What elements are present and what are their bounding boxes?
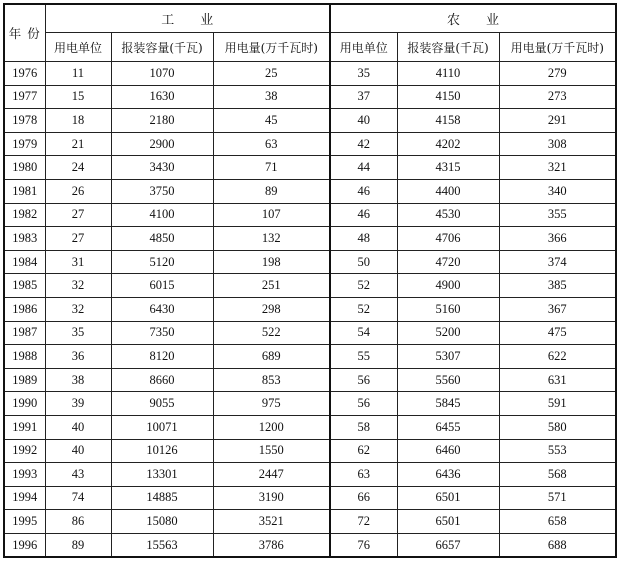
agriculture-units-cell: 76 <box>330 533 397 557</box>
table-row <box>4 132 616 156</box>
industry-capacity-cell: 5120 <box>111 250 213 274</box>
table-row <box>4 368 616 392</box>
year-cell: 1984 <box>4 250 45 274</box>
agriculture-capacity-cell: 5307 <box>397 345 499 369</box>
table-row <box>4 250 616 274</box>
industry-capacity-cell: 3430 <box>111 156 213 180</box>
agriculture-consumption-cell: 374 <box>499 250 616 274</box>
year-cell: 1991 <box>4 415 45 439</box>
industry-units-cell: 39 <box>45 392 111 416</box>
agriculture-units-header: 用电单位 <box>330 33 397 62</box>
agriculture-consumption-cell: 291 <box>499 109 616 133</box>
agriculture-units-cell: 40 <box>330 109 397 133</box>
industry-consumption-cell: 107 <box>213 203 330 227</box>
year-cell: 1977 <box>4 85 45 109</box>
industry-group-header: 工 业 <box>45 4 330 33</box>
industry-consumption-cell: 2447 <box>213 463 330 487</box>
industry-consumption-cell: 3190 <box>213 486 330 510</box>
agriculture-capacity-cell: 6436 <box>397 463 499 487</box>
year-cell: 1983 <box>4 227 45 251</box>
agriculture-units-cell: 48 <box>330 227 397 251</box>
industry-capacity-cell: 1070 <box>111 62 213 86</box>
agriculture-consumption-cell: 340 <box>499 179 616 203</box>
industry-consumption-cell: 132 <box>213 227 330 251</box>
agriculture-capacity-cell: 4706 <box>397 227 499 251</box>
agriculture-units-cell: 35 <box>330 62 397 86</box>
industry-consumption-cell: 522 <box>213 321 330 345</box>
agriculture-capacity-cell: 5160 <box>397 297 499 321</box>
table-container <box>3 3 617 558</box>
table-row <box>4 156 616 180</box>
year-cell: 1995 <box>4 510 45 534</box>
industry-units-cell: 15 <box>45 85 111 109</box>
year-cell: 1986 <box>4 297 45 321</box>
agriculture-capacity-cell: 4158 <box>397 109 499 133</box>
industry-capacity-cell: 6430 <box>111 297 213 321</box>
agriculture-units-cell: 52 <box>330 274 397 298</box>
industry-consumption-cell: 198 <box>213 250 330 274</box>
industry-consumption-cell: 3521 <box>213 510 330 534</box>
agriculture-units-cell: 46 <box>330 203 397 227</box>
industry-capacity-cell: 13301 <box>111 463 213 487</box>
agriculture-consumption-cell: 568 <box>499 463 616 487</box>
industry-units-cell: 26 <box>45 179 111 203</box>
year-cell: 1982 <box>4 203 45 227</box>
agriculture-capacity-cell: 5845 <box>397 392 499 416</box>
table-row <box>4 227 616 251</box>
agriculture-capacity-cell: 5200 <box>397 321 499 345</box>
table-row <box>4 109 616 133</box>
industry-units-cell: 32 <box>45 274 111 298</box>
industry-consumption-header: 用电量(万千瓦时) <box>213 33 330 62</box>
industry-consumption-cell: 689 <box>213 345 330 369</box>
agriculture-consumption-cell: 366 <box>499 227 616 251</box>
agriculture-capacity-cell: 4202 <box>397 132 499 156</box>
agriculture-consumption-cell: 279 <box>499 62 616 86</box>
industry-capacity-cell: 15080 <box>111 510 213 534</box>
agriculture-capacity-cell: 4150 <box>397 85 499 109</box>
industry-units-cell: 40 <box>45 439 111 463</box>
year-column-header: 年 份 <box>4 4 45 62</box>
industry-capacity-header: 报装容量(千瓦) <box>111 33 213 62</box>
industry-consumption-cell: 1200 <box>213 415 330 439</box>
industry-units-cell: 21 <box>45 132 111 156</box>
year-cell: 1989 <box>4 368 45 392</box>
industry-units-cell: 31 <box>45 250 111 274</box>
year-cell: 1994 <box>4 486 45 510</box>
agriculture-consumption-cell: 688 <box>499 533 616 557</box>
industry-units-cell: 38 <box>45 368 111 392</box>
year-cell: 1979 <box>4 132 45 156</box>
year-cell: 1980 <box>4 156 45 180</box>
agriculture-capacity-cell: 6455 <box>397 415 499 439</box>
agriculture-units-cell: 55 <box>330 345 397 369</box>
agriculture-units-cell: 37 <box>330 85 397 109</box>
agriculture-consumption-cell: 658 <box>499 510 616 534</box>
year-cell: 1990 <box>4 392 45 416</box>
table-row <box>4 415 616 439</box>
industry-units-cell: 36 <box>45 345 111 369</box>
agriculture-units-cell: 58 <box>330 415 397 439</box>
industry-units-cell: 86 <box>45 510 111 534</box>
industry-consumption-cell: 1550 <box>213 439 330 463</box>
year-cell: 1987 <box>4 321 45 345</box>
agriculture-units-cell: 56 <box>330 368 397 392</box>
agriculture-units-cell: 54 <box>330 321 397 345</box>
industry-capacity-cell: 8120 <box>111 345 213 369</box>
agriculture-consumption-cell: 355 <box>499 203 616 227</box>
agriculture-consumption-cell: 475 <box>499 321 616 345</box>
industry-capacity-cell: 10126 <box>111 439 213 463</box>
agriculture-capacity-cell: 6460 <box>397 439 499 463</box>
industry-consumption-cell: 853 <box>213 368 330 392</box>
agriculture-units-cell: 52 <box>330 297 397 321</box>
agriculture-consumption-cell: 622 <box>499 345 616 369</box>
agriculture-consumption-cell: 580 <box>499 415 616 439</box>
table-row <box>4 463 616 487</box>
table-row <box>4 203 616 227</box>
industry-capacity-cell: 14885 <box>111 486 213 510</box>
agriculture-capacity-cell: 6501 <box>397 486 499 510</box>
industry-consumption-cell: 25 <box>213 62 330 86</box>
industry-consumption-cell: 975 <box>213 392 330 416</box>
industry-capacity-cell: 4850 <box>111 227 213 251</box>
agriculture-consumption-cell: 308 <box>499 132 616 156</box>
industry-units-cell: 74 <box>45 486 111 510</box>
agriculture-consumption-cell: 591 <box>499 392 616 416</box>
agriculture-capacity-cell: 4400 <box>397 179 499 203</box>
year-cell: 1981 <box>4 179 45 203</box>
industry-capacity-cell: 4100 <box>111 203 213 227</box>
year-cell: 1992 <box>4 439 45 463</box>
year-cell: 1978 <box>4 109 45 133</box>
table-body <box>4 62 616 558</box>
industry-units-cell: 89 <box>45 533 111 557</box>
industry-units-cell: 24 <box>45 156 111 180</box>
industry-consumption-cell: 71 <box>213 156 330 180</box>
agriculture-consumption-cell: 367 <box>499 297 616 321</box>
industry-consumption-cell: 63 <box>213 132 330 156</box>
industry-units-header: 用电单位 <box>45 33 111 62</box>
table-row <box>4 510 616 534</box>
industry-capacity-cell: 9055 <box>111 392 213 416</box>
industry-capacity-cell: 15563 <box>111 533 213 557</box>
agriculture-capacity-cell: 6657 <box>397 533 499 557</box>
agriculture-capacity-cell: 4900 <box>397 274 499 298</box>
industry-consumption-cell: 45 <box>213 109 330 133</box>
agriculture-units-cell: 50 <box>330 250 397 274</box>
industry-units-cell: 27 <box>45 227 111 251</box>
year-cell: 1976 <box>4 62 45 86</box>
industry-units-cell: 43 <box>45 463 111 487</box>
industry-units-cell: 32 <box>45 297 111 321</box>
industry-capacity-cell: 7350 <box>111 321 213 345</box>
agriculture-units-cell: 44 <box>330 156 397 180</box>
industry-units-cell: 11 <box>45 62 111 86</box>
year-cell: 1985 <box>4 274 45 298</box>
table-row <box>4 179 616 203</box>
table-row <box>4 486 616 510</box>
sub-header-row <box>4 33 616 62</box>
agriculture-consumption-cell: 553 <box>499 439 616 463</box>
industry-consumption-cell: 251 <box>213 274 330 298</box>
agriculture-consumption-header: 用电量(万千瓦时) <box>499 33 616 62</box>
agriculture-consumption-cell: 631 <box>499 368 616 392</box>
industry-capacity-cell: 10071 <box>111 415 213 439</box>
table-row <box>4 297 616 321</box>
industry-capacity-cell: 6015 <box>111 274 213 298</box>
agriculture-consumption-cell: 571 <box>499 486 616 510</box>
agriculture-units-cell: 66 <box>330 486 397 510</box>
table-row <box>4 392 616 416</box>
year-cell: 1988 <box>4 345 45 369</box>
agriculture-capacity-cell: 4720 <box>397 250 499 274</box>
agriculture-capacity-cell: 6501 <box>397 510 499 534</box>
table-row <box>4 439 616 463</box>
year-cell: 1993 <box>4 463 45 487</box>
agriculture-capacity-header: 报装容量(千瓦) <box>397 33 499 62</box>
agriculture-consumption-cell: 273 <box>499 85 616 109</box>
agriculture-capacity-cell: 5560 <box>397 368 499 392</box>
industry-consumption-cell: 298 <box>213 297 330 321</box>
table-row <box>4 321 616 345</box>
agriculture-capacity-cell: 4315 <box>397 156 499 180</box>
agriculture-consumption-cell: 385 <box>499 274 616 298</box>
industry-capacity-cell: 1630 <box>111 85 213 109</box>
agriculture-group-header: 农 业 <box>330 4 616 33</box>
table-row <box>4 345 616 369</box>
agriculture-units-cell: 72 <box>330 510 397 534</box>
industry-units-cell: 35 <box>45 321 111 345</box>
group-header-row <box>4 4 616 33</box>
industry-units-cell: 18 <box>45 109 111 133</box>
industry-consumption-cell: 38 <box>213 85 330 109</box>
industry-consumption-cell: 3786 <box>213 533 330 557</box>
agriculture-units-cell: 63 <box>330 463 397 487</box>
table-row <box>4 533 616 557</box>
agriculture-units-cell: 42 <box>330 132 397 156</box>
industry-units-cell: 40 <box>45 415 111 439</box>
industry-capacity-cell: 2900 <box>111 132 213 156</box>
table-row <box>4 85 616 109</box>
year-cell: 1996 <box>4 533 45 557</box>
industry-capacity-cell: 2180 <box>111 109 213 133</box>
agriculture-units-cell: 62 <box>330 439 397 463</box>
electricity-usage-table <box>3 3 617 558</box>
industry-capacity-cell: 8660 <box>111 368 213 392</box>
agriculture-capacity-cell: 4110 <box>397 62 499 86</box>
industry-consumption-cell: 89 <box>213 179 330 203</box>
industry-capacity-cell: 3750 <box>111 179 213 203</box>
agriculture-units-cell: 56 <box>330 392 397 416</box>
table-row <box>4 274 616 298</box>
industry-units-cell: 27 <box>45 203 111 227</box>
agriculture-consumption-cell: 321 <box>499 156 616 180</box>
agriculture-units-cell: 46 <box>330 179 397 203</box>
agriculture-capacity-cell: 4530 <box>397 203 499 227</box>
table-row <box>4 62 616 86</box>
